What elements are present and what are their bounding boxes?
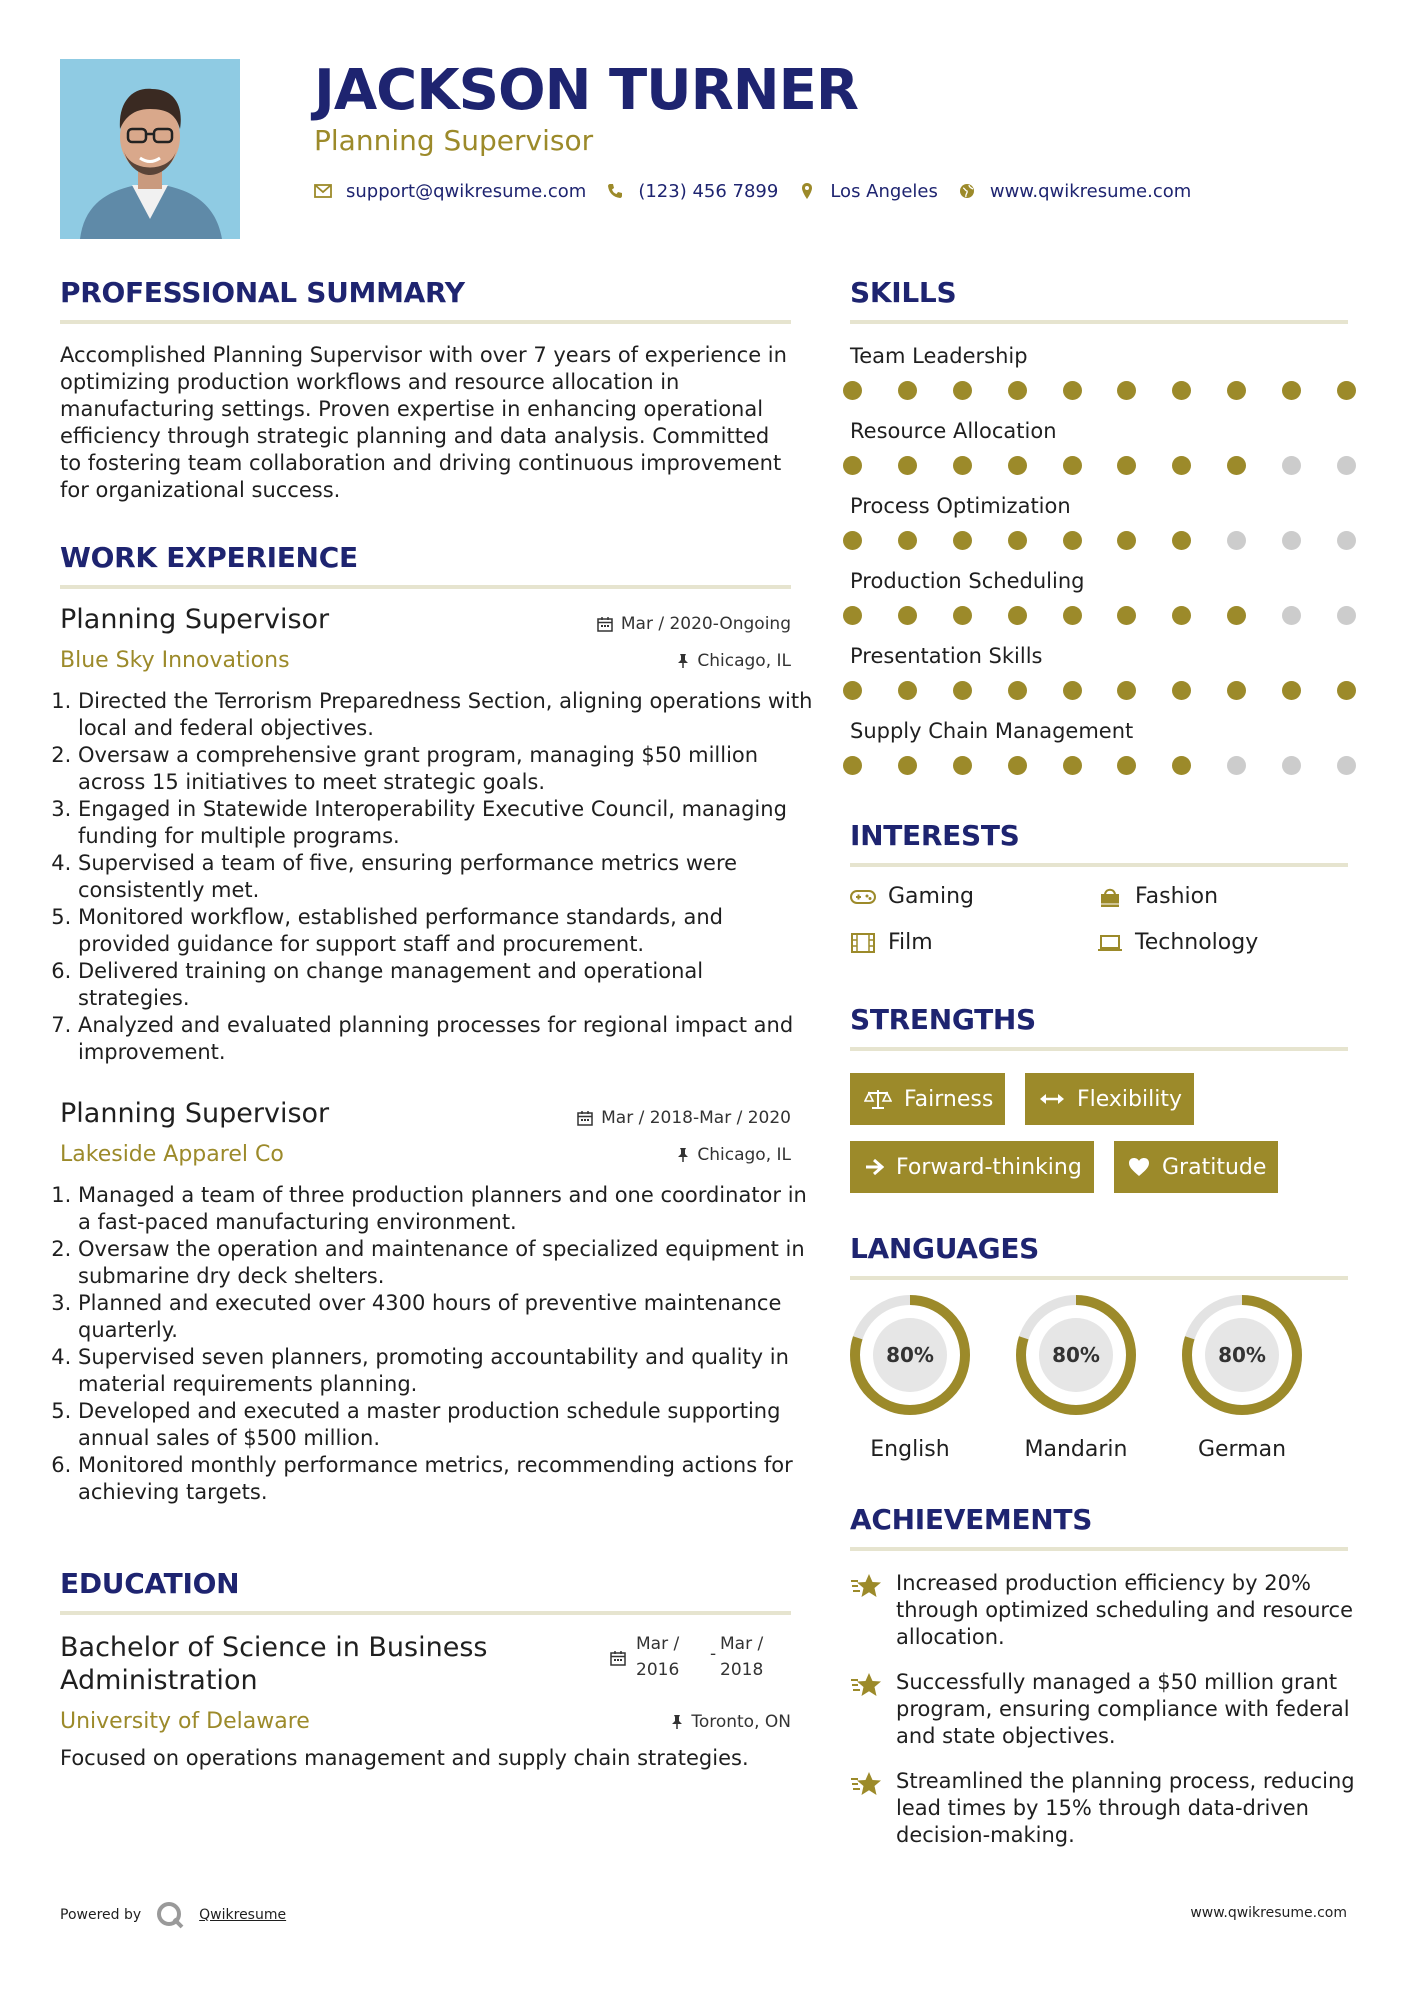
- skill-name: Process Optimization: [850, 494, 1071, 518]
- skill-dot-filled: [1227, 456, 1246, 475]
- job-1-bullet: 2. Oversaw a comprehensive grant program, managing $50 million across 15 initiatives to meet strategic goals.: [78, 742, 813, 796]
- job-1-bullet: 1. Directed the Terrorism Preparedness Section, aligning operations with local and federal objectives.: [78, 688, 813, 742]
- skill-dot-filled: [953, 531, 972, 550]
- skill-dot-filled: [843, 756, 862, 775]
- skill-dot-filled: [898, 456, 917, 475]
- skill-dot-filled: [1063, 756, 1082, 775]
- skill-name: Resource Allocation: [850, 419, 1057, 443]
- skill-dot-filled: [843, 681, 862, 700]
- calendar-icon: [610, 1650, 626, 1666]
- degree-line-2: Administration: [60, 1665, 258, 1696]
- skill-dot-filled: [1227, 681, 1246, 700]
- skill-dot-empty: [1337, 606, 1356, 625]
- calendar-icon: [577, 1110, 593, 1126]
- skill-dot-filled: [953, 381, 972, 400]
- achievement-item: [850, 1768, 1370, 1849]
- interests-divider: [850, 863, 1348, 867]
- strength-label: Gratitude: [1162, 1154, 1267, 1180]
- candidate-title: Planning Supervisor: [314, 124, 594, 157]
- skill-dot-filled: [1227, 381, 1246, 400]
- strength-tag: [1025, 1073, 1194, 1125]
- summary-text: Accomplished Planning Supervisor with over 7 years of experience in optimizing production workflows and resource allocation in manufacturing settings. Proven expertise in enhancing operational efficiency through strategic planning and data analysis. Committed to fostering team collaboration and driving continuous improvement for organizational success.: [60, 343, 787, 502]
- education-heading: EDUCATION: [60, 1567, 240, 1600]
- contact-website-text: www.qwikresume.com: [989, 180, 1192, 202]
- language-name: English: [870, 1437, 950, 1462]
- skill-dot-filled: [1063, 456, 1082, 475]
- edu-date-separator: -: [710, 1644, 717, 1664]
- achievement-text: Increased production efficiency by 20% through optimized scheduling and resource allocation.: [896, 1571, 1354, 1649]
- interest-label: Film: [888, 930, 933, 955]
- languages-divider: [850, 1276, 1348, 1280]
- language-item: [1180, 1293, 1304, 1462]
- education-description: Focused on operations management and supply chain strategies.: [60, 1746, 749, 1770]
- skill-dot-filled: [1008, 456, 1027, 475]
- language-percent: 80%: [1205, 1318, 1279, 1392]
- skill-dot-filled: [1008, 681, 1027, 700]
- envelope-icon: [314, 182, 332, 200]
- skill-dot-filled: [843, 456, 862, 475]
- pin-icon: [677, 653, 689, 669]
- skill-dot-filled: [1117, 606, 1136, 625]
- laptop-icon: [1097, 932, 1123, 954]
- skill-dot-filled: [953, 606, 972, 625]
- contact-location-text: Los Angeles: [830, 180, 938, 202]
- education-divider: [60, 1611, 791, 1615]
- skill-name: Supply Chain Management: [850, 719, 1134, 743]
- job-1-bullets: [60, 688, 813, 1066]
- achievements-heading: ACHIEVEMENTS: [850, 1503, 1093, 1536]
- skill-dot-filled: [1172, 681, 1191, 700]
- skill-name: Production Scheduling: [850, 569, 1085, 593]
- job-1-title: Planning Supervisor: [60, 604, 330, 635]
- job-2-bullet: 2. Oversaw the operation and maintenance of specialized equipment in submarine dry deck shelters.: [78, 1236, 813, 1290]
- skill-dot-filled: [1227, 606, 1246, 625]
- job-1-dates: [597, 614, 791, 634]
- skill-dot-filled: [898, 606, 917, 625]
- edu-end-year: 2018: [720, 1660, 764, 1680]
- skill-dot-filled: [1008, 756, 1027, 775]
- summary-heading: PROFESSIONAL SUMMARY: [60, 276, 465, 309]
- skill-dot-filled: [1172, 531, 1191, 550]
- school-name: University of Delaware: [60, 1709, 310, 1734]
- job-1-bullet: 6. Delivered training on change management and operational strategies.: [78, 958, 813, 1012]
- interest-label: Gaming: [888, 884, 974, 909]
- skill-dot-filled: [1172, 381, 1191, 400]
- skill-rating: [843, 606, 1356, 626]
- skill-dot-filled: [1337, 381, 1356, 400]
- skill-name: Presentation Skills: [850, 644, 1043, 668]
- job-2-bullet: 3. Planned and executed over 4300 hours of preventive maintenance quarterly.: [78, 1290, 813, 1344]
- achievement-item: [850, 1669, 1370, 1750]
- balance-scale-icon: [864, 1088, 892, 1110]
- strength-label: Flexibility: [1077, 1086, 1182, 1112]
- job-2-bullet: 6. Monitored monthly performance metrics, recommending actions for achieving targets.: [78, 1452, 813, 1506]
- calendar-icon: [597, 616, 613, 632]
- education-dates: [610, 1634, 800, 1690]
- job-2-bullets: [60, 1182, 813, 1506]
- strength-tag: [850, 1141, 1094, 1193]
- skill-dot-filled: [898, 756, 917, 775]
- achievement-item: [850, 1570, 1370, 1651]
- skill-dot-empty: [1227, 531, 1246, 550]
- footer-url[interactable]: www.qwikresume.com: [1190, 1905, 1347, 1921]
- contact-phone-text: (123) 456 7899: [638, 180, 779, 202]
- star-icon: [850, 1572, 884, 1651]
- skill-dot-filled: [1117, 756, 1136, 775]
- interest-label: Fashion: [1135, 884, 1219, 909]
- globe-icon: [958, 182, 976, 200]
- star-icon: [850, 1770, 884, 1849]
- skill-dot-filled: [843, 381, 862, 400]
- contact-email-text: support@qwikresume.com: [346, 180, 587, 202]
- skill-dot-filled: [1008, 381, 1027, 400]
- job-2-location: [677, 1145, 791, 1165]
- skills-divider: [850, 320, 1348, 324]
- profile-photo: [60, 59, 240, 239]
- skill-dot-filled: [1117, 681, 1136, 700]
- contact-website[interactable]: [958, 181, 1191, 202]
- interests-heading: INTERESTS: [850, 819, 1020, 852]
- job-1-bullet: 5. Monitored workflow, established performance standards, and provided guidance for support staff and procurement.: [78, 904, 813, 958]
- job-1-dates-text: Mar / 2020-Ongoing: [620, 614, 791, 634]
- skill-dot-filled: [1172, 756, 1191, 775]
- job-2-company: Lakeside Apparel Co: [60, 1142, 284, 1167]
- job-2-location-text: Chicago, IL: [697, 1145, 791, 1165]
- arrows-horizontal-icon: [1039, 1092, 1065, 1106]
- skills-heading: SKILLS: [850, 276, 957, 309]
- skill-dot-empty: [1227, 756, 1246, 775]
- qwikresume-logo-icon: [155, 1900, 185, 1930]
- star-icon: [850, 1671, 884, 1750]
- language-item: [1014, 1293, 1138, 1462]
- skill-dot-filled: [1117, 456, 1136, 475]
- skill-dot-empty: [1282, 606, 1301, 625]
- experience-divider: [60, 585, 791, 589]
- candidate-name: JACKSON TURNER: [314, 58, 859, 123]
- qwikresume-link[interactable]: Qwikresume: [199, 1907, 287, 1923]
- skill-dot-empty: [1337, 756, 1356, 775]
- job-1-location-text: Chicago, IL: [697, 651, 791, 671]
- footer-powered-by: [60, 1900, 286, 1930]
- job-1-bullet: 7. Analyzed and evaluated planning processes for regional impact and improvement.: [78, 1012, 813, 1066]
- film-icon: [850, 932, 876, 954]
- shopping-bag-icon: [1097, 886, 1123, 908]
- powered-by-text: Powered by: [60, 1907, 142, 1923]
- interest-label: Technology: [1135, 930, 1259, 955]
- skill-dot-filled: [1282, 381, 1301, 400]
- job-1-company: Blue Sky Innovations: [60, 648, 290, 673]
- skill-dot-filled: [843, 531, 862, 550]
- job-1-bullet: 3. Engaged in Statewide Interoperability Executive Council, managing funding for multiple programs.: [78, 796, 813, 850]
- skill-dot-filled: [1172, 606, 1191, 625]
- language-percent: 80%: [873, 1318, 947, 1392]
- skill-dot-empty: [1282, 456, 1301, 475]
- strengths-heading: STRENGTHS: [850, 1003, 1036, 1036]
- skill-dot-filled: [898, 381, 917, 400]
- language-name: Mandarin: [1024, 1437, 1128, 1462]
- job-2-dates: [577, 1108, 791, 1128]
- achievements-divider: [850, 1547, 1348, 1551]
- skill-dot-filled: [1008, 606, 1027, 625]
- pin-icon: [677, 1147, 689, 1163]
- contact-bar: [314, 178, 1211, 204]
- strength-label: Fairness: [904, 1086, 994, 1112]
- job-1-location: [677, 651, 791, 671]
- interest-item: [850, 884, 974, 909]
- skill-name: Team Leadership: [850, 344, 1028, 368]
- job-2-dates-text: Mar / 2018-Mar / 2020: [601, 1108, 791, 1128]
- skill-rating: [843, 381, 1356, 401]
- job-2-bullet: 4. Supervised seven planners, promoting accountability and quality in material requirements planning.: [78, 1344, 813, 1398]
- education-location-text: Toronto, ON: [691, 1712, 791, 1732]
- skill-rating: [843, 456, 1356, 476]
- skill-dot-filled: [1063, 681, 1082, 700]
- location-pin-icon: [798, 182, 816, 200]
- skill-dot-filled: [1117, 381, 1136, 400]
- contact-phone[interactable]: [606, 181, 778, 202]
- gamepad-icon: [850, 886, 876, 908]
- skill-dot-filled: [898, 531, 917, 550]
- interest-item: [850, 930, 933, 955]
- job-2-title: Planning Supervisor: [60, 1098, 330, 1129]
- skill-dot-filled: [1172, 456, 1191, 475]
- contact-email[interactable]: [314, 181, 586, 202]
- skill-dot-empty: [1337, 456, 1356, 475]
- phone-icon: [606, 182, 624, 200]
- summary-divider: [60, 320, 791, 324]
- skill-dot-filled: [1063, 381, 1082, 400]
- languages-heading: LANGUAGES: [850, 1232, 1040, 1265]
- skill-dot-filled: [1063, 606, 1082, 625]
- skill-dot-empty: [1282, 756, 1301, 775]
- achievement-text: Streamlined the planning process, reducing lead times by 15% through data-driven decision-making.: [896, 1769, 1355, 1847]
- skill-dot-empty: [1337, 531, 1356, 550]
- edu-start-month: Mar /: [636, 1634, 680, 1654]
- edu-end-month: Mar /: [720, 1634, 764, 1654]
- skill-dot-filled: [898, 681, 917, 700]
- arrow-right-icon: [864, 1158, 884, 1176]
- skill-dot-filled: [1117, 531, 1136, 550]
- strengths-divider: [850, 1047, 1348, 1051]
- strength-label: Forward-thinking: [896, 1154, 1082, 1180]
- job-1-bullet: 4. Supervised a team of five, ensuring performance metrics were consistently met.: [78, 850, 813, 904]
- skill-rating: [843, 531, 1356, 551]
- pin-icon: [671, 1714, 683, 1730]
- skill-dot-filled: [843, 606, 862, 625]
- language-item: [848, 1293, 972, 1462]
- skill-dot-filled: [1008, 531, 1027, 550]
- strength-tag: [1114, 1141, 1278, 1193]
- skill-dot-empty: [1282, 531, 1301, 550]
- skill-dot-filled: [1337, 681, 1356, 700]
- edu-start-year: 2016: [636, 1660, 680, 1680]
- education-location: [671, 1712, 791, 1732]
- contact-location: [798, 181, 938, 202]
- skill-dot-filled: [1063, 531, 1082, 550]
- heart-icon: [1128, 1157, 1150, 1177]
- interest-item: [1097, 930, 1258, 955]
- degree-line-1: Bachelor of Science in Business: [60, 1632, 488, 1663]
- language-percent: 80%: [1039, 1318, 1113, 1392]
- skill-dot-filled: [1282, 681, 1301, 700]
- language-name: German: [1197, 1437, 1287, 1462]
- interest-item: [1097, 884, 1218, 909]
- skill-dot-filled: [953, 681, 972, 700]
- strength-tag: [850, 1073, 1005, 1125]
- job-2-bullet: 5. Developed and executed a master production schedule supporting annual sales of $500 million.: [78, 1398, 813, 1452]
- skill-dot-filled: [953, 756, 972, 775]
- skill-rating: [843, 681, 1356, 701]
- skill-rating: [843, 756, 1356, 776]
- experience-heading: WORK EXPERIENCE: [60, 541, 358, 574]
- skill-dot-filled: [953, 456, 972, 475]
- job-2-bullet: 1. Managed a team of three production planners and one coordinator in a fast-paced manufacturing environment.: [78, 1182, 813, 1236]
- achievement-text: Successfully managed a $50 million grant program, ensuring compliance with federal and state objectives.: [896, 1670, 1350, 1748]
